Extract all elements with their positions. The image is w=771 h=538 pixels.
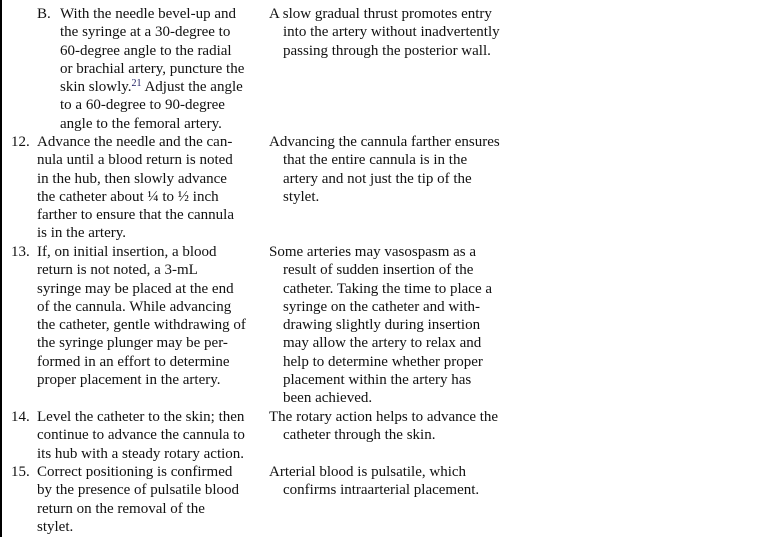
step-line-tail: Adjust the angle — [141, 79, 243, 96]
rationale-line: into the artery without inadvertently — [283, 24, 500, 41]
step-line: to a 60-degree to 90-degree — [60, 97, 225, 114]
step-line: its hub with a steady rotary action. — [37, 445, 245, 462]
reference-link[interactable]: 21 — [131, 78, 142, 90]
step-line-with-reference — [60, 78, 244, 96]
step-line: or brachial artery, puncture the — [60, 60, 245, 77]
step-line: by the presence of pulsatile blood — [37, 482, 240, 499]
step-text — [37, 133, 234, 243]
step-line: the syringe plunger may be per- — [37, 335, 228, 352]
step-line: proper placement in the artery. — [37, 372, 221, 389]
table-row-step-11b — [0, 5, 771, 133]
step-line: angle to the femoral artery. — [60, 115, 222, 132]
step-line: syringe may be placed at the end — [37, 280, 234, 297]
table-row-step-15 — [0, 463, 771, 538]
step-text — [60, 5, 244, 133]
rationale-line: Advancing the cannula farther ensures — [269, 134, 500, 150]
step-text — [37, 408, 245, 463]
step-line: If, on initial insertion, a blood — [37, 244, 217, 260]
table-row-step-14 — [0, 408, 771, 463]
step-line: continue to advance the cannula to — [37, 427, 245, 444]
step-text — [37, 243, 246, 389]
rationale-cell — [269, 243, 519, 408]
rationale-line: that the entire cannula is in the — [283, 152, 468, 169]
step-text — [37, 463, 239, 536]
rationale-line: passing through the posterior wall. — [283, 42, 491, 59]
step-line: Level the catheter to the skin; then — [37, 409, 245, 425]
rationale-cell — [269, 463, 519, 500]
rationale-cell — [269, 133, 519, 206]
step-line: With the needle bevel-up and — [60, 6, 236, 22]
table-row-step-13 — [0, 243, 771, 408]
rationale-cell — [269, 408, 519, 445]
step-line: nula until a blood return is noted — [37, 152, 233, 169]
step-line: in the hub, then slowly advance — [37, 170, 227, 187]
rationale-line: Some arteries may vasospasm as a — [269, 244, 477, 260]
rationale-line: artery and not just the tip of the — [283, 170, 472, 187]
rationale-line: help to determine whether proper — [283, 353, 483, 370]
table-row-step-12 — [0, 133, 771, 243]
step-number: 13. — [11, 244, 30, 260]
rationale-line: Arterial blood is pulsatile, which — [269, 464, 467, 480]
rationale-line: confirms intraarterial placement. — [283, 482, 480, 499]
step-line-text: skin slowly. — [60, 79, 132, 96]
step-line: 60-degree angle to the radial — [60, 42, 232, 59]
step-line: return is not noted, a 3-mL — [37, 262, 198, 279]
procedure-table — [0, 5, 771, 538]
rationale-line: syringe on the catheter and with- — [283, 298, 481, 315]
rationale-line: drawing slightly during insertion — [283, 317, 481, 334]
step-line: return on the removal of the — [37, 500, 205, 517]
step-line: formed in an effort to determine — [37, 353, 230, 370]
step-number: 15. — [11, 464, 30, 480]
step-line: the catheter about ¼ to ½ inch — [37, 188, 219, 205]
rationale-line: been achieved. — [283, 390, 373, 407]
rationale-line: result of sudden insertion of the — [283, 262, 474, 279]
step-line: of the cannula. While advancing — [37, 298, 232, 315]
rationale-line: stylet. — [283, 188, 320, 205]
step-line: Advance the needle and the can- — [37, 134, 233, 150]
step-line: the syringe at a 30-degree to — [60, 24, 231, 41]
rationale-line: catheter through the skin. — [283, 427, 436, 444]
step-line: farther to ensure that the cannula — [37, 207, 234, 224]
step-number: 12. — [11, 134, 30, 150]
rationale-line: placement within the artery has — [283, 372, 472, 389]
step-line: stylet. — [37, 518, 74, 535]
rationale-line: may allow the artery to relax and — [283, 335, 482, 352]
rationale-line: A slow gradual thrust promotes entry — [269, 6, 492, 22]
substep-label: B. — [37, 6, 51, 22]
rationale-line: catheter. Taking the time to place a — [283, 280, 493, 297]
rationale-line: The rotary action helps to advance the — [269, 409, 499, 425]
step-line: the catheter, gentle withdrawing of — [37, 317, 246, 334]
step-line: is in the artery. — [37, 225, 126, 242]
rationale-cell — [269, 5, 519, 60]
step-line: Correct positioning is confirmed — [37, 464, 233, 480]
step-number: 14. — [11, 409, 30, 425]
